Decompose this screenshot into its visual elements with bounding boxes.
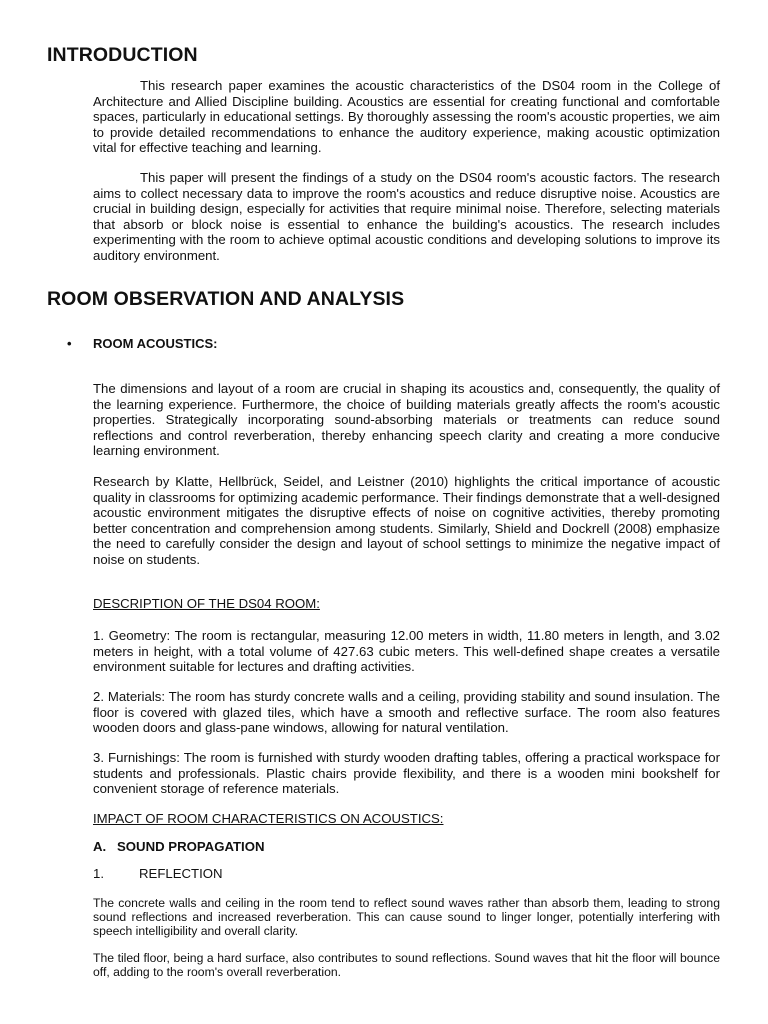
observation-paragraph-2: Research by Klatte, Hellbrück, Seidel, and Leistner (2010) highlights the critical importance of acoustic quality in classrooms for optimizing academic performance. Their findings demonstrate that a well-designed acoustic environment mitigates the disruptive effects of noise on cognitive activities, thereby promoting better concentration and comprehension among students. Similarly, Shield and Dockrell (2008) emphasize the need to carefully consider the design and layout of school settings to minimize the negative impact of noise on students. [93, 474, 720, 567]
room-acoustics-label: ROOM ACOUSTICS: [93, 336, 218, 351]
bullet-icon: • [67, 336, 72, 351]
sound-propagation-subheading [93, 839, 265, 855]
description-item-geometry: 1. Geometry: The room is rectangular, measuring 12.00 meters in width, 11.80 meters in length, and 3.02 meters in height, with a total volume of 427.63 cubic meters. This well-defined shape creates a versatile environment suitable for lectures and drafting activities. [93, 628, 720, 675]
reflection-paragraph-1: The concrete walls and ceiling in the room tend to reflect sound waves rather than absorb them, leading to strong sound reflections and increased reverberation. This can cause sound to linger longer, potentially interfering with speech intelligibility and overall clarity. [93, 896, 720, 938]
observation-heading: ROOM OBSERVATION AND ANALYSIS [47, 288, 405, 310]
impact-heading: IMPACT OF ROOM CHARACTERISTICS ON ACOUSTICS: [93, 811, 444, 826]
introduction-heading: INTRODUCTION [47, 44, 198, 66]
description-item-materials: 2. Materials: The room has sturdy concrete walls and a ceiling, providing stability and sound insulation. The floor is covered with glazed tiles, which have a smooth and reflective surface. The room also features wooden doors and glass-pane windows, allowing for natural ventilation. [93, 689, 720, 736]
introduction-paragraph-2: This paper will present the findings of a study on the DS04 room's acoustic factors. The research aims to collect necessary data to improve the room's acoustics and reduce disruptive noise. Acoustics are crucial in building design, especially for activities that require minimal noise. Therefore, selecting materials that absorb or block noise is essential to enhance the building's acoustics. The research includes experimenting with the room to achieve optimal acoustic conditions and developing solutions to improve its auditory environment. [93, 170, 720, 263]
reflection-item-title: REFLECTION [139, 866, 223, 881]
description-item-furnishings: 3. Furnishings: The room is furnished with sturdy wooden drafting tables, offering a practical workspace for students and professionals. Plastic chairs provide flexibility, and there is a wooden mini bookshelf for convenient storage of reference materials. [93, 750, 720, 797]
description-heading: DESCRIPTION OF THE DS04 ROOM: [93, 596, 320, 611]
subheading-letter: A. [93, 839, 107, 854]
reflection-item-number: 1. [93, 866, 104, 881]
reflection-item-heading [93, 866, 223, 882]
observation-paragraph-1: The dimensions and layout of a room are crucial in shaping its acoustics and, consequently, the quality of the learning experience. Furthermore, the choice of building materials greatly affects the room's acoustic properties. Strategically incorporating sound-absorbing materials or treatments can reduce sound reflections and control reverberation, thereby enhancing speech clarity and creating a more conducive learning environment. [93, 381, 720, 459]
reflection-paragraph-2: The tiled floor, being a hard surface, also contributes to sound reflections. Sound waves that hit the floor will bounce off, adding to the room's overall reverberation. [93, 951, 720, 979]
subheading-title: SOUND PROPAGATION [117, 839, 265, 854]
introduction-paragraph-1: This research paper examines the acoustic characteristics of the DS04 room in the College of Architecture and Allied Discipline building. Acoustics are essential for creating functional and comfortable spaces, particularly in educational settings. By thoroughly assessing the room's acoustic properties, we aim to provide detailed recommendations to enhance the auditory experience, making acoustic optimization vital for effective teaching and learning. [93, 78, 720, 156]
